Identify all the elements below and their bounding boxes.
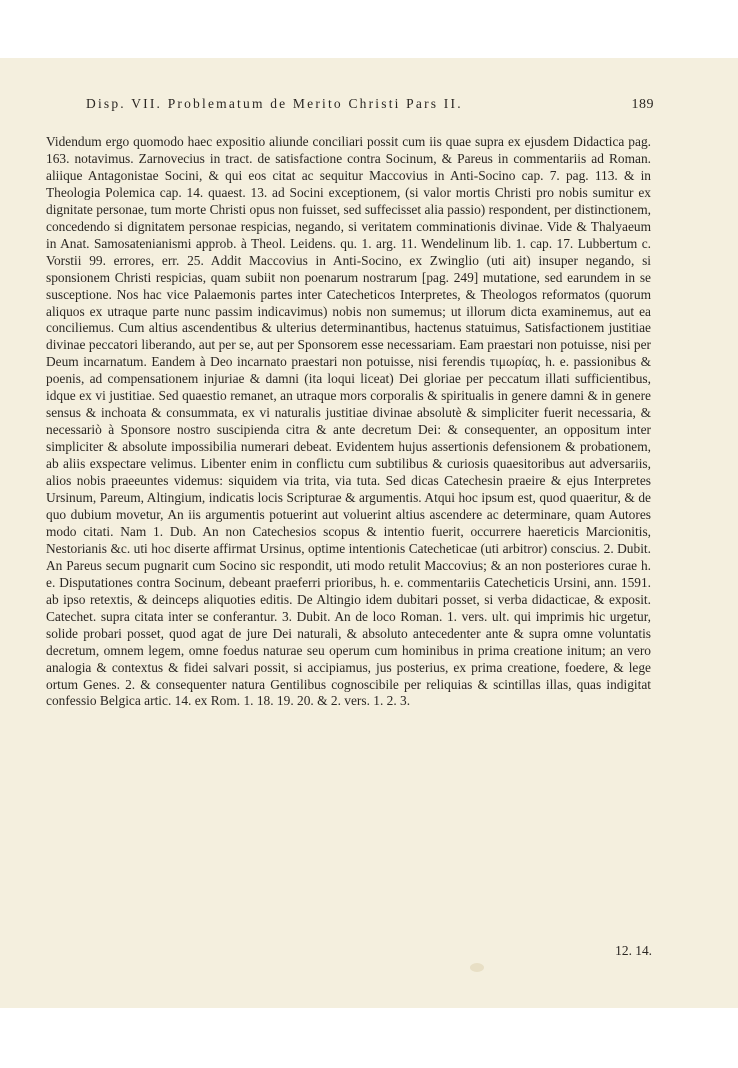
- running-title: Disp. VII. Problematum de Merito Christi Pars II.: [86, 96, 463, 111]
- body-paragraph: Videndum ergo quomodo haec expositio aliunde conciliari possit cum iis quae supra ex ejusdem Didactica pag. 163. notavimus. Zarnovecius in tract. de satisfactione contra Socinum, & Pareus in commentariis ad Roman. aliique Antagonistae Socini, & qui eos citat ac sequitur Maccovius in Anti-Socino cap. 7. pag. 113. & in Theologia Polemica cap. 14. quaest. 13. ad Socini exceptionem, (si valor mortis Christi pro nobis sumitur ex dignitate personae, tum morte Christi opus non fuisset, sed suffecisset alia passio) respondent, per distinctionem, concedendo si dignitatem personae respicias, negando, si veritatem comminationis divinae. Vide & Thalyaeum in Anat. Samosatenianismi approb. à Theol. Leidens. qu. 1. arg. 11. Wendelinum lib. 1. cap. 17. Lubbertum c. Vorstii 99. errores, err. 25. Addit Maccovius in Anti-Socino, ex Zwinglio (uti ait) insuper negando, si sponsionem Christi respicias, quam subiit non poenarum nostrarum [pag. 249] mutatione, sed earundem in se susceptione. Nos hac vice Palaemonis partes inter Catecheticos Interpretes, & Theologos reformatos (quorum aliquos ex utraque parte nunc passim indicavimus) nobis non sumemus; ut illorum dicta examinemus, aut ea conciliemus. Cum altius ascendentibus & ulterius determinantibus, hactenus statuimus, Satisfactionem justitiae divinae peccatori liberando, aut per se, aut per Sponsorem esse necessariam. Eam praestari non potuisse, nisi per Deum incarnatum. Eandem à Deo incarnato praestari non potuisse, nisi ferendis τιμωρίας, h. e. passionibus & poenis, ad compensationem injuriae & damni (ita loqui liceat) Dei gloriae per peccatum illati sufficientibus, idque ex vi justitiae. Sed quaestio remanet, an utraque mors corporalis & spiritualis in genere damni & in genere sensus & inchoata & consummata, ex vi naturalis justitiae divinae absolutè & simpliciter fuerit necessaria, & necessariò à Sponsore nostro suscipienda citra & ante decretum Dei: & consequenter, an oppositum inter simpliciter & absolute impossibilia numerari debeat. Evidentem hujus assertionis defensionem & probationem, ab aliis exspectare velimus. Libenter enim in conflictu cum subtilibus & curiosis quaesitoribus aut adversariis, alios nobis praeeuntes videmus: siquidem via trita, via tuta. Sed dicas Catechesin praeire & ejus Interpretes Ursinum, Pareum, Altingium, indicatis locis Scripturae & argumentis. Atqui hoc ipsum est, quod quaeritur, & de quo dubium movetur, An iis argumentis potuerint aut voluerint altius ascendere ac determinare, quam Autores modo citati. Nam 1. Dub. An non Catechesios scopus & intentio fuerit, occurrere haereticis Marcionitis, Nestorianis &c. uti hoc diserte affirmat Ursinus, optime intentionis Catecheticae (uti arbitror) conscius. 2. Dubit. An Pareus secum pugnarit cum Socino sic respondit, uti modo retulit Maccovius; & an non posteriores curae h. e. Disputationes contra Socinum, debeant praeferri prioribus, h. e. commentariis Catecheticis Ursini, ann. 1591. ab ipso retextis, & deinceps aliquoties editis. De Altingio idem dubitari posset, si verba didacticae, & exposit. Catechet. supra citata inter se conferantur. 3. Dubit. An de loco Roman. 1. vers. ult. qui imprimis hic urgetur, solide probari posset, quod agat de jure Dei naturali, & absoluto antecedenter ante & supra omne voluntatis decretum, omnem legem, omne foedus naturae seu operum cum hominibus in prima creatione initum; an vero analogia & contextus & fidei salvari possit, si accipiamus, jus posterius, ex prima creatione, foedere, & lege ortum Genes. 2. & consequenter natura Gentilibus cognoscibile per reliquias & scintillas illas, quas indigitat confessio Belgica artic. 14. ex Rom. 1. 18. 19. 20. & 2. vers. 1. 2. 3.: [46, 134, 651, 709]
- page-number: 189: [631, 97, 654, 112]
- book-page: [0, 58, 738, 1008]
- catchword: 12. 14.: [615, 943, 652, 958]
- body-text: [46, 134, 651, 710]
- running-header: [86, 96, 654, 113]
- paper-stain: [470, 963, 484, 972]
